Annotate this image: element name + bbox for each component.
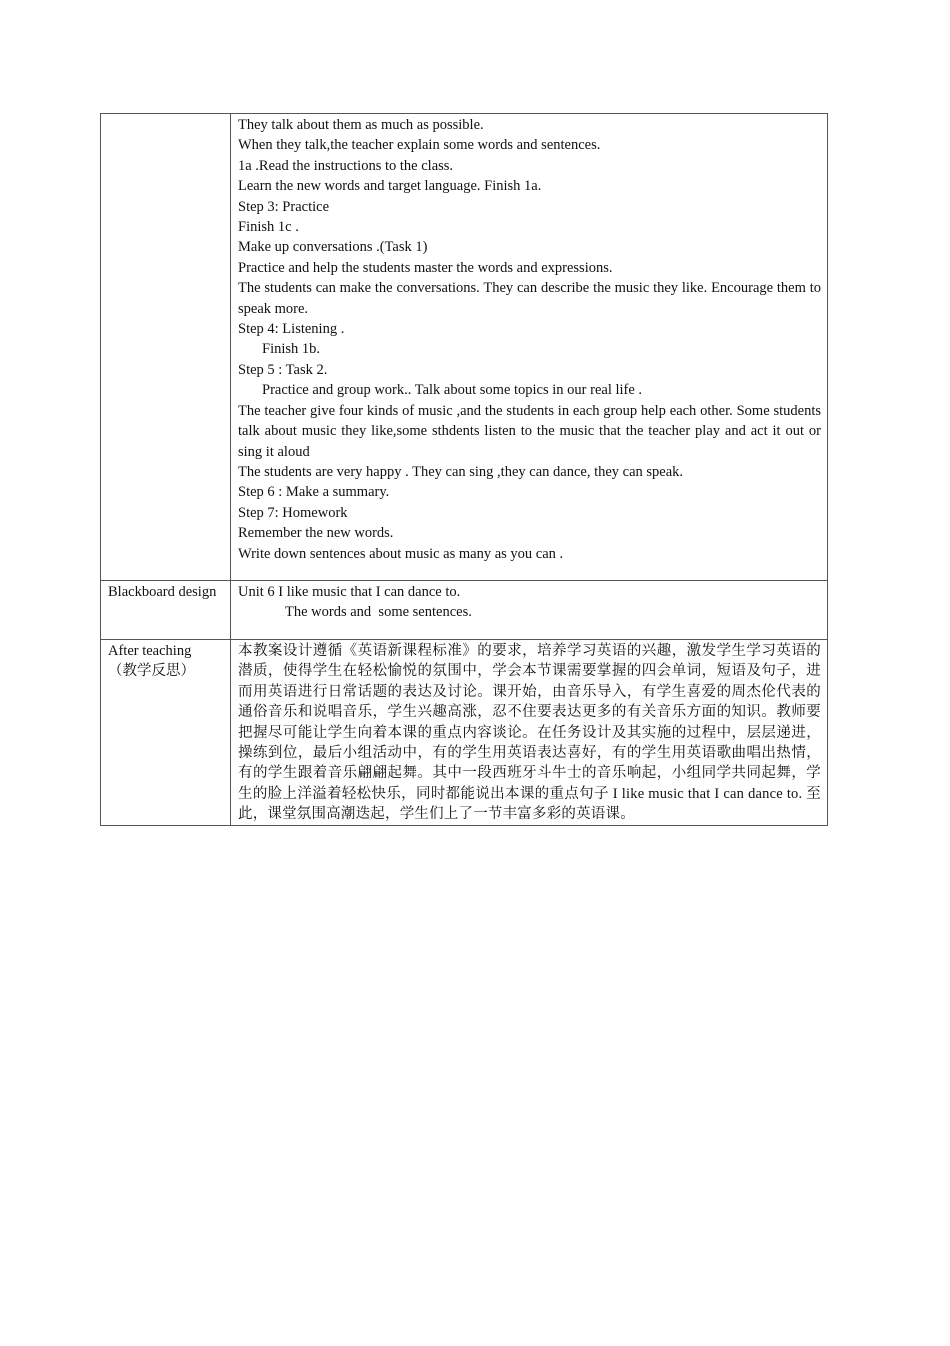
step-line: The students are very happy . They can sing ,they can dance, they can speak. [238, 463, 684, 480]
blackboard-content-cell [231, 581, 828, 640]
step-line: Remember the new words. [238, 525, 394, 542]
steps-content-cell [231, 114, 828, 581]
blackboard-label: Blackboard design [108, 584, 217, 600]
after-teaching-content-cell [231, 640, 828, 826]
step-line: The students can make the conversations. They can describe the music they like. Encourage them to speak more. [238, 280, 825, 317]
after-teaching-label-zh: （教学反思） [108, 663, 195, 680]
step-line: Step 5 : Task 2. [238, 361, 328, 378]
lesson-plan-table [100, 113, 828, 826]
steps-label-cell [101, 114, 231, 581]
step-line: Step 3: Practice [238, 198, 330, 215]
blackboard-line-2: The words and some sentences. [285, 604, 472, 621]
step-line: Step 6 : Make a summary. [238, 484, 390, 501]
step-line: Write down sentences about music as many as you can . [238, 545, 564, 562]
step-line: They talk about them as much as possible. [238, 117, 484, 133]
step-line: 1a .Read the instructions to the class. [238, 157, 454, 174]
step-line: Practice and group work.. Talk about some topics in our real life . [262, 382, 643, 399]
blackboard-line-1: Unit 6 I like music that I can dance to. [238, 584, 461, 600]
step-line: Step 7: Homework [238, 504, 348, 521]
step-line: Step 4: Listening . [238, 321, 345, 338]
step-line: Practice and help the students master the words and expressions. [238, 259, 613, 276]
after-teaching-label-cell [101, 640, 231, 826]
table-row-blackboard [101, 581, 828, 640]
table-row-after-teaching [101, 640, 828, 826]
after-teaching-label: After teaching [108, 643, 192, 659]
step-line: Learn the new words and target language. Finish 1a. [238, 178, 542, 195]
step-line: The teacher give four kinds of music ,and the students in each group help each other. Some students talk about music they like,some sthdents listen to the music that the teacher play and act it out or sing it aloud [238, 402, 825, 460]
reflection-paragraph: 本教案设计遵循《英语新课程标准》的要求，培养学习英语的兴趣，激发学生学习英语的潜质，使得学生在轻松愉悦的氛围中，学会本节课需要掌握的四会单词，短语及句子，进而用英语进行日常话题的表达及讨论。课开始，由音乐导入，有学生喜爱的周杰伦代表的通俗音乐和说唱音乐，学生兴趣高涨，忍不住要表达更多的有关音乐方面的知识。教师要把握尽可能让学生向着本课的重点内容谈论。在任务设计及其实施的过程中，层层递进，操练到位，最后小组活动中，有的学生用英语表达喜好，有的学生用英语歌曲唱出热情，有的学生跟着音乐翩翩起舞。其中一段西班牙斗牛士的音乐响起，小组同学共同起舞，学生的脸上洋溢着轻松快乐，同时都能说出本课的重点句子 I like music that I can dance to. 至此，课堂氛围高潮迭起，学生们上了一节丰富多彩的英语课。 [238, 643, 821, 823]
step-line: Finish 1c . [238, 219, 299, 236]
table-row-steps [101, 114, 828, 581]
step-line: Make up conversations .(Task 1) [238, 239, 428, 256]
step-line: Finish 1b. [262, 341, 321, 358]
blackboard-label-cell [101, 581, 231, 640]
steps-lines [238, 115, 825, 564]
step-line: When they talk,the teacher explain some words and sentences. [238, 137, 601, 154]
